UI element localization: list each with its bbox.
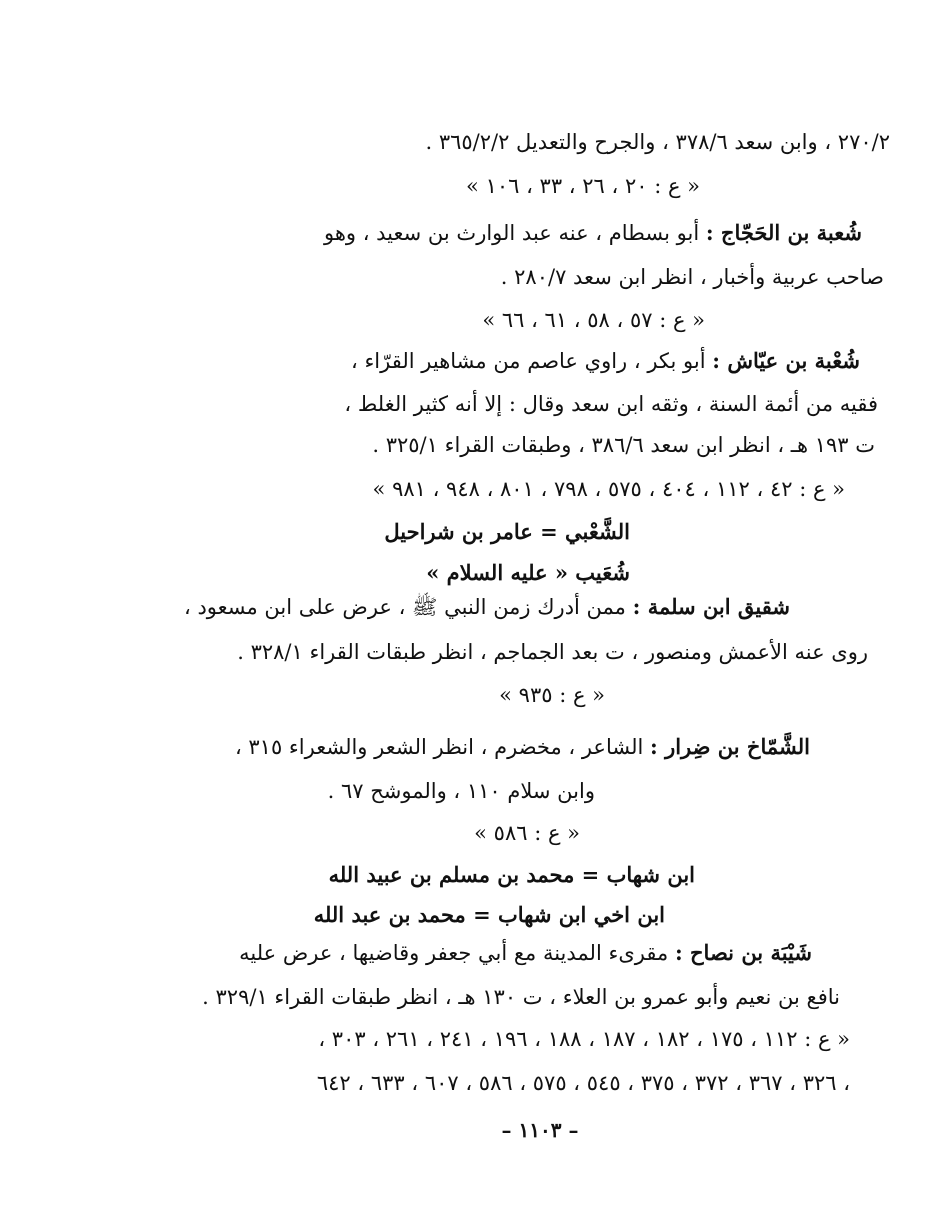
entry-shaqiq [184, 592, 790, 622]
text-line: ٢٧٠/٢ ، وابن سعد ٣٧٨/٦ ، والجرح والتعديل ٣٦٥/٢/٢ . [425, 130, 890, 154]
page-number: – ١١٠٣ – [501, 1118, 579, 1142]
index-references: « ع : ٤٢ ، ١١٢ ، ٤٠٤ ، ٥٧٥ ، ٧٩٨ ، ٨٠١ ، ٩٤٨ ، ٩٨١ » [372, 477, 845, 501]
index-references: « ع : ٥٨٦ » [474, 821, 580, 845]
cross-reference-ibn-akhi-ibn-shihab: ابن اخي ابن شهاب = محمد بن عبد الله [313, 902, 665, 927]
text-line: روى عنه الأعمش ومنصور ، ت بعد الجماجم ، انظر طبقات القراء ٣٢٨/١ . [237, 640, 868, 664]
text-line: فقيه من أئمة السنة ، وثقه ابن سعد وقال : إلا أنه كثير الغلط ، [344, 392, 878, 416]
index-references: « ع : ٥٧ ، ٥٨ ، ٦١ ، ٦٦ » [482, 308, 705, 332]
index-references: « ع : ٢٠ ، ٢٦ ، ٣٣ ، ١٠٦ » [466, 174, 700, 198]
entry-shuba-ayyash [351, 346, 860, 376]
entry-text: أبو بسطام ، عنه عبد الوارث بن سعيد ، وهو [323, 221, 700, 245]
text-line: نافع بن نعيم وأبو عمرو بن العلاء ، ت ١٣٠ هـ ، انظر طبقات القراء ٣٢٩/١ . [202, 985, 840, 1009]
entry-name: شُعْبة بن عيّاش : [712, 348, 860, 373]
entry-shuayb: شُعَيب « عليه السلام » [426, 560, 630, 585]
entry-shammakh [235, 732, 810, 762]
index-references: ٣٢٦ ، ٣٦٧ ، ٣٧٢ ، ٣٧٥ ، ٥٤٥ ، ٥٧٥ ، ٥٨٦ ، ٦٠٧ ، ٦٣٣ ، ٦٤٢ ، [316, 1071, 850, 1095]
entry-shuba-hajjaj [324, 218, 862, 248]
entry-name: شقيق ابن سلمة : [632, 594, 790, 619]
entry-name: شُعبة بن الحَجّاج : [705, 220, 862, 245]
entry-name: الشَّمّاخ بن ضِرار : [650, 734, 810, 759]
cross-reference-shabi: الشَّعْبي = عامر بن شراحيل [384, 519, 630, 544]
entry-text: الشاعر ، مخضرم ، انظر الشعر والشعراء ٣١٥ ، [234, 735, 644, 759]
text-line: صاحب عربية وأخبار ، انظر ابن سعد ٢٨٠/٧ . [500, 265, 884, 289]
entry-shayba [239, 938, 812, 968]
text-line: ت ١٩٣ هـ ، انظر ابن سعد ٣٨٦/٦ ، وطبقات القراء ٣٢٥/١ . [372, 433, 875, 457]
cross-reference-ibn-shihab: ابن شهاب = محمد بن مسلم بن عبيد الله [328, 862, 695, 887]
index-references: « ع : ١١٢ ، ١٧٥ ، ١٨٢ ، ١٨٧ ، ١٨٨ ، ١٩٦ ، ٢٤١ ، ٢٦١ ، ٣٠٣ ، [318, 1027, 850, 1051]
entry-text: ممن أدرك زمن النبي ﷺ ، عرض على ابن مسعود ، [183, 595, 626, 619]
entry-text: أبو بكر ، راوي عاصم من مشاهير القرّاء ، [350, 349, 706, 373]
entry-text: مقرىء المدينة مع أبي جعفر وقاضيها ، عرض عليه [239, 941, 669, 965]
entry-name: شَيْبَة بن نصاح : [674, 940, 812, 965]
index-references: « ع : ٩٣٥ » [499, 683, 605, 707]
text-line: وابن سلام ١١٠ ، والموشح ٦٧ . [327, 779, 595, 803]
